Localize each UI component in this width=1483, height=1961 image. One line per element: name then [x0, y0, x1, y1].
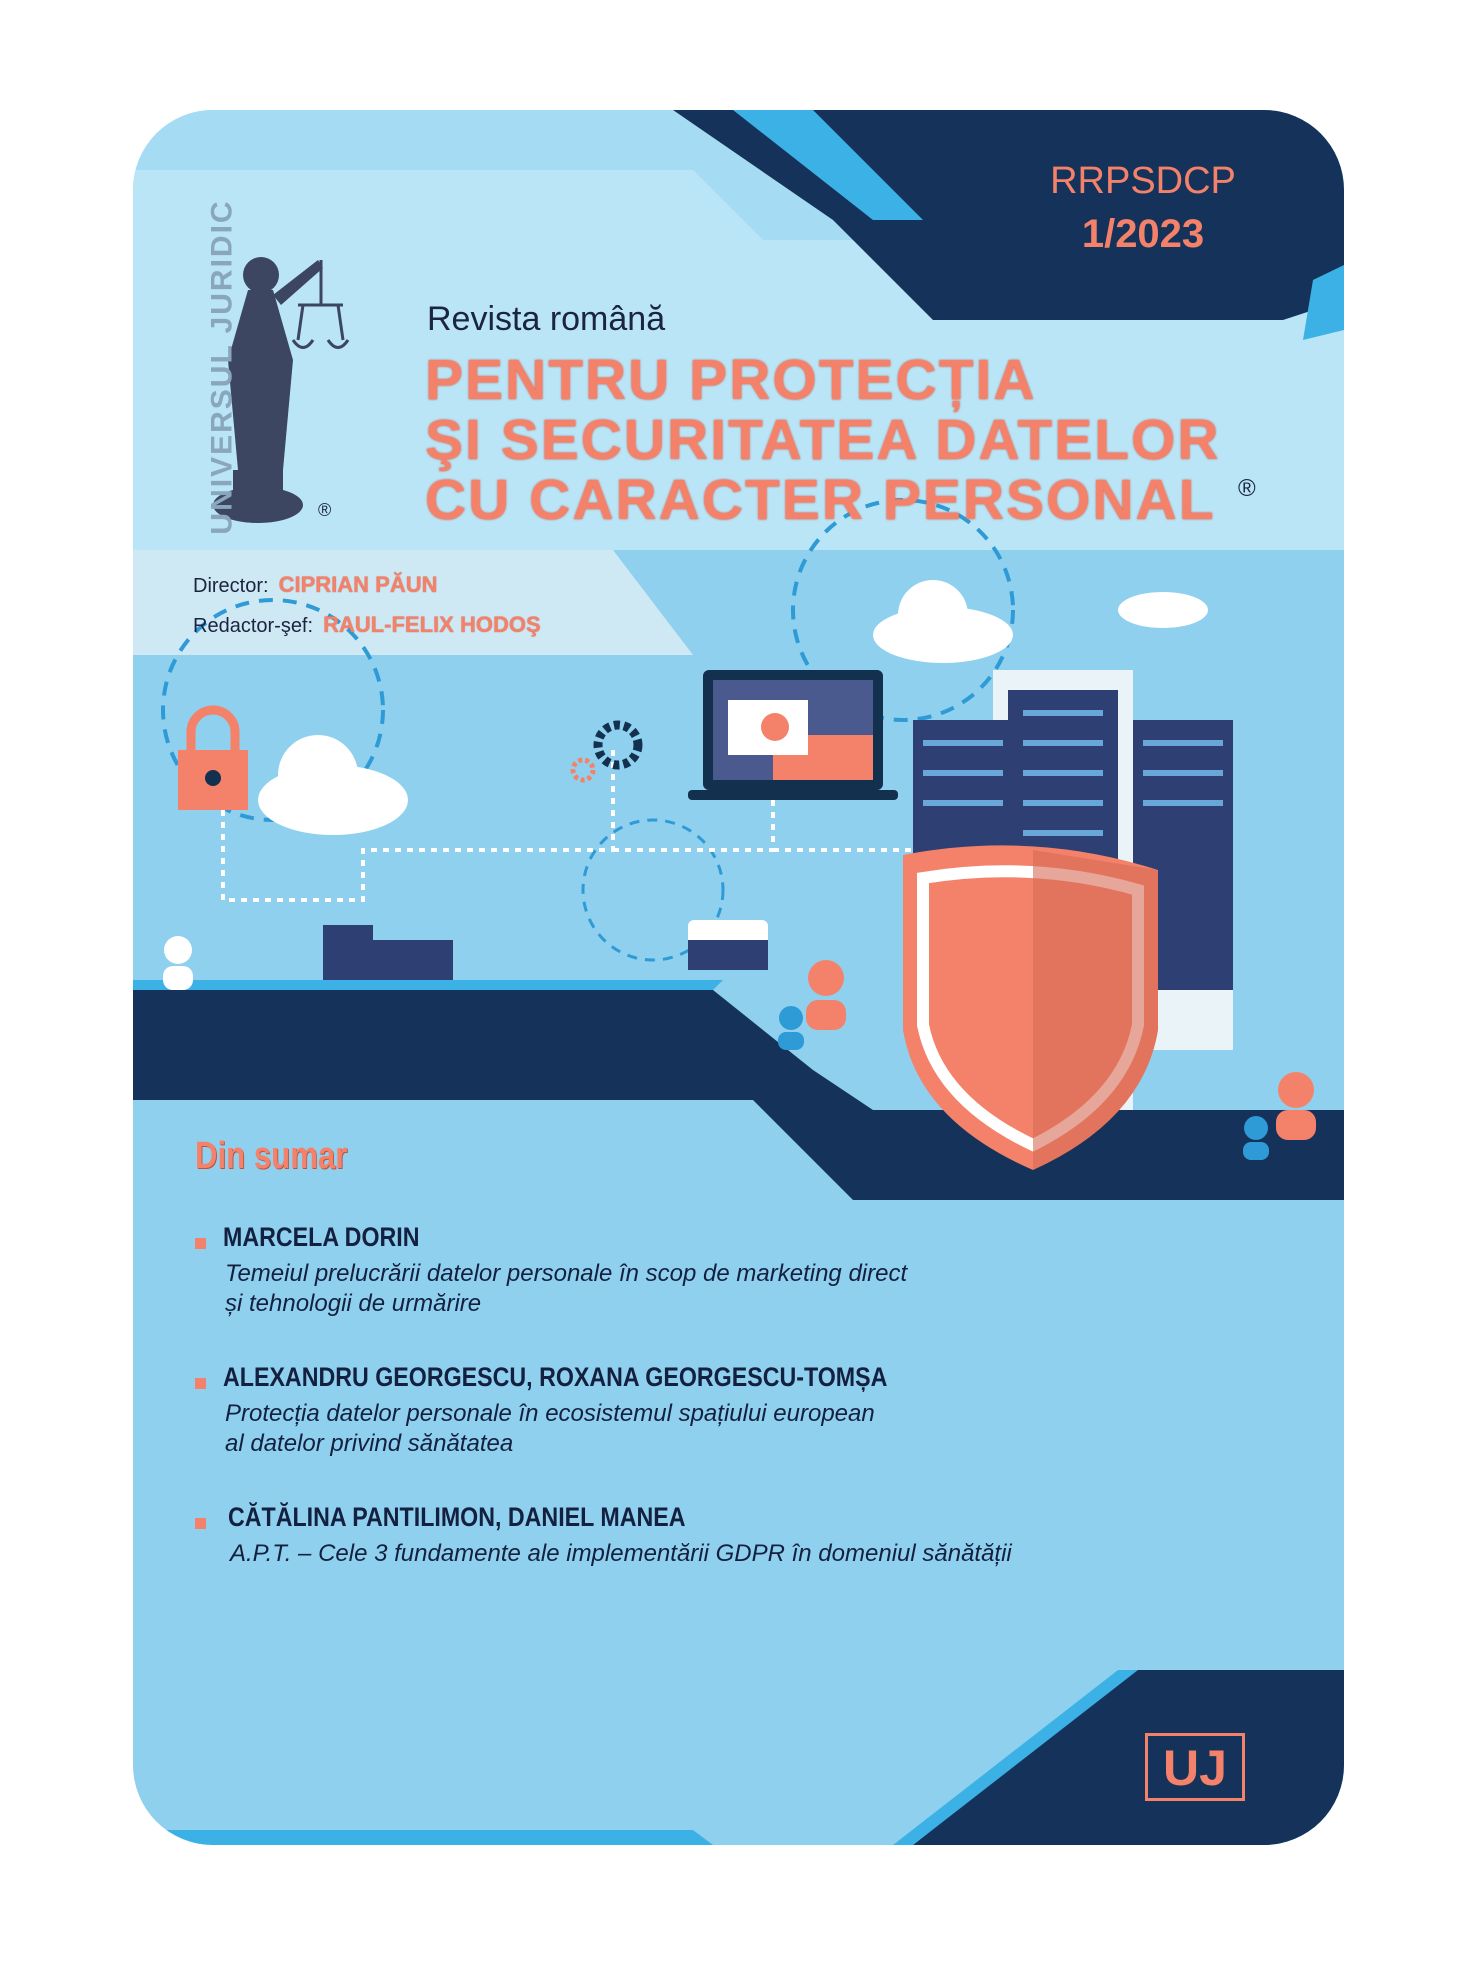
title-registered-mark: ®	[1238, 475, 1256, 502]
issue-number: 1/2023	[1081, 212, 1205, 256]
summary-entry-authors: CĂTĂLINA PANTILIMON, DANIEL MANEA	[228, 1502, 686, 1532]
title-line-1: PENTRU PROTECȚIA	[425, 348, 1037, 412]
credit-name: CIPRIAN PĂUN	[278, 572, 438, 597]
summary-entry-title-line: al datelor privind sănătatea	[225, 1430, 514, 1457]
credit-editor-in-chief	[193, 612, 541, 638]
summary-entry-title-line: Protecția datelor personale în ecosistemul spațiului european	[225, 1400, 875, 1427]
summary-heading: Din sumar	[195, 1135, 348, 1177]
title-line-2: ŞI SECURITATEA DATELOR	[425, 408, 1221, 472]
credit-role: Director:	[193, 575, 269, 597]
publisher-logo: UJ	[1145, 1733, 1245, 1801]
journal-code: RRPSDCP	[1050, 160, 1236, 202]
summary-bullet	[195, 1238, 206, 1249]
credit-name: RAUL-FELIX HODOŞ	[323, 612, 541, 637]
summary-entry-title-line: și tehnologii de urmărire	[225, 1290, 482, 1317]
summary-bullet	[195, 1518, 206, 1529]
summary-entry-title-line: A.P.T. – Cele 3 fundamente ale implementării GDPR în domeniul sănătății	[230, 1540, 1012, 1567]
summary-entry-authors: ALEXANDRU GEORGESCU, ROXANA GEORGESCU-TOMȘA	[223, 1362, 888, 1392]
publisher-vertical-label: UNIVERSUL JURIDIC	[205, 199, 239, 535]
journal-cover	[133, 110, 1344, 1845]
publisher-registered-mark: ®	[318, 500, 332, 520]
summary-bullet	[195, 1378, 206, 1389]
credit-role: Redactor-şef:	[193, 615, 314, 637]
summary-entry-authors: MARCELA DORIN	[223, 1222, 420, 1252]
title-line-3: CU CARACTER PERSONAL	[425, 468, 1216, 532]
journal-subtitle: Revista română	[427, 300, 666, 338]
summary-entry-title-line: Temeiul prelucrării datelor personale în scop de marketing direct	[225, 1260, 908, 1287]
credit-director	[193, 572, 437, 598]
